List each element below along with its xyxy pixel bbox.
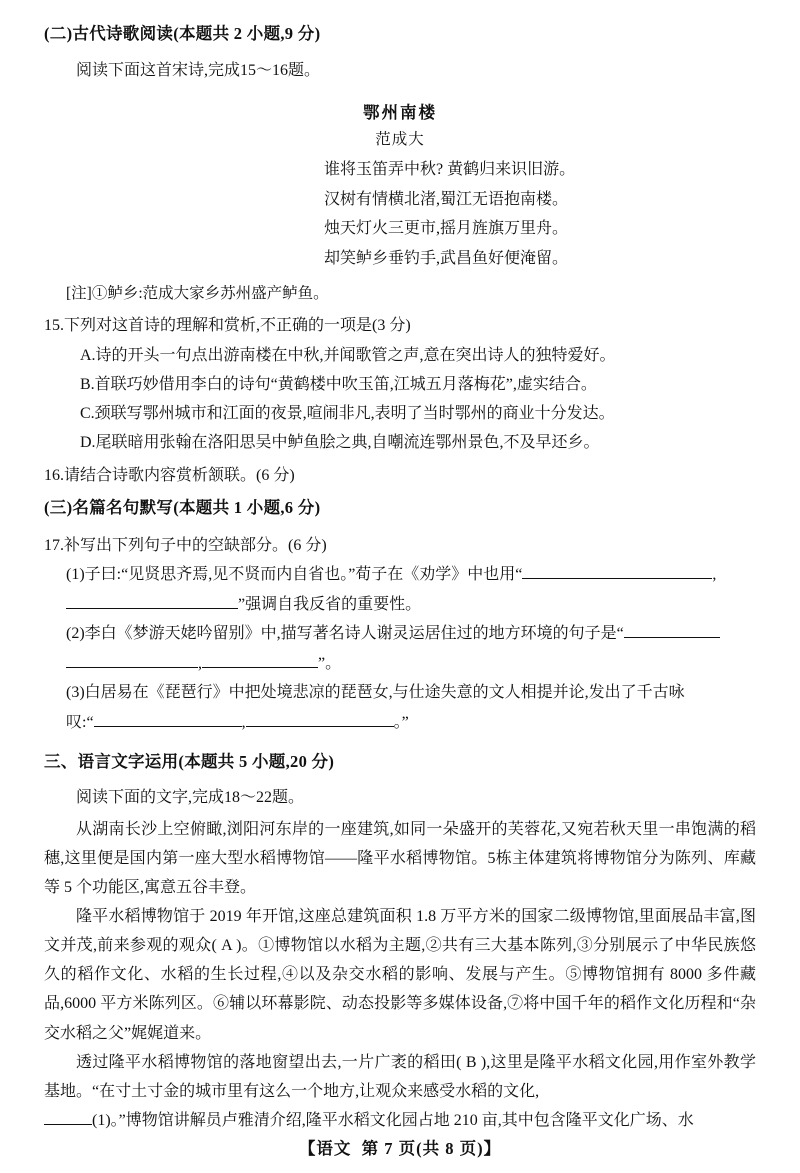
poem-title: 鄂州南楼	[363, 103, 437, 123]
dictation-item-2-prefix: (2)李白《梦游天姥吟留别》中,描写著名诗人谢灵运居住过的地方环境的句子是“	[66, 625, 624, 643]
answer-blank[interactable]	[66, 651, 198, 668]
language-paragraph-3: 透过隆平水稻博物馆的落地窗望出去,一片广袤的稻田( B ),这里是隆平水稻文化园,用作室外教学基地。“在寸土寸金的城市里有这么一个地方,让观众来感受水稻的文化,	[44, 1053, 756, 1100]
language-paragraph-4	[44, 1106, 756, 1135]
question-15-stem: 15.下列对这首诗的理解和赏析,不正确的一项是(3 分)	[44, 317, 411, 335]
section-heading-poetry: (二)古代诗歌阅读(本题共 2 小题,9 分)	[44, 24, 321, 43]
poem-author: 范成大	[375, 131, 425, 149]
section-heading-language: 三、语言文字运用(本题共 5 小题,20 分)	[44, 751, 335, 771]
question-16-stem: 16.请结合诗歌内容赏析颔联。(6 分)	[44, 467, 295, 485]
footer-subject: 【语文	[298, 1139, 352, 1158]
answer-blank[interactable]	[44, 1108, 92, 1125]
page-footer	[0, 1135, 800, 1159]
section-heading-dictation: (三)名篇名句默写(本题共 1 小题,6 分)	[44, 498, 321, 518]
dictation-item-1-suffix: ”强调自我反省的重要性。	[238, 595, 422, 613]
poetry-instruction: 阅读下面这首宋诗,完成15～16题。	[76, 61, 321, 79]
answer-blank[interactable]	[624, 621, 720, 638]
question-15-option-d: D.尾联暗用张翰在洛阳思吴中鲈鱼脍之典,自嘲流连鄂州景色,不及早还乡。	[80, 433, 600, 451]
poem-line: 烛天灯火三更市,摇月旌旗万里舟。	[324, 220, 569, 238]
dictation-item-2-suffix: ”。	[318, 654, 342, 672]
answer-blank[interactable]	[66, 592, 238, 609]
question-15-option-c: C.颈联写鄂州城市和江面的夜景,喧闹非凡,表明了当时鄂州的商业十分发达。	[80, 404, 615, 422]
answer-blank[interactable]	[94, 710, 242, 727]
answer-blank[interactable]	[522, 562, 712, 579]
language-paragraph-1: 从湖南长沙上空俯瞰,浏阳河东岸的一座建筑,如同一朵盛开的芙蓉花,又宛若秋天里一串饱满的稻穗,这里便是国内第一座大型水稻博物馆——隆平水稻博物馆。5栋主体建筑将博物馆分为陈列、库藏等 5 个功能区,寓意五谷丰登。	[44, 820, 756, 896]
dictation-item-1	[44, 560, 756, 619]
poem-line-text-4: 却笑鲈乡垂钓手,武昌鱼好便淹留。	[324, 250, 569, 267]
language-instruction: 阅读下面的文字,完成18～22题。	[76, 789, 305, 807]
poem-line: 汉树有情横北渚,蜀江无语抱南楼。	[324, 190, 569, 208]
dictation-item-1-middle: ,	[712, 566, 717, 583]
poem-note: [注]①鲈乡:范成大家乡苏州盛产鲈鱼。	[66, 284, 329, 302]
question-15-option-b: B.首联巧妙借用李白的诗句“黄鹤楼中吹玉笛,江城五月落梅花”,虚实结合。	[80, 375, 597, 393]
dictation-item-2-middle: ,	[198, 654, 202, 672]
answer-blank[interactable]	[246, 710, 394, 727]
language-paragraph-4-text: 。”博物馆讲解员卢雅清介绍,隆平水稻文化园占地 210 亩,其中包含隆平文化广场、水	[110, 1111, 694, 1129]
question-17-stem: 17.补写出下列句子中的空缺部分。(6 分)	[44, 536, 327, 554]
language-paragraph-4-marker: (1)	[92, 1111, 111, 1129]
poem-line-with-note-marker	[44, 244, 756, 274]
poem-line: 谁将玉笛弄中秋? 黄鹤归来识旧游。	[324, 161, 576, 179]
dictation-item-3-middle: 叹:“	[66, 713, 94, 731]
language-paragraph-2: 隆平水稻博物馆于 2019 年开馆,这座总建筑面积 1.8 万平方米的国家二级博物馆,里面展品丰富,图文并茂,前来参观的观众( A )。①博物馆以水稻为主题,②共有三大基本陈列,③分别展示了中华民族悠久的稻作文化、水稻的生长过程,④以及杂交水稻的影响、发展与产生。⑤博物馆拥有 8000 多件藏品,6000 平方米陈列区。⑥辅以环幕影院、动态投影等多媒体设备,⑦将中国千年的稻作文化历程和“杂交水稻之父”娓娓道来。	[44, 908, 756, 1042]
footer-page-number: 第 7 页(共 8 页)】	[361, 1139, 502, 1158]
dictation-item-3	[44, 678, 756, 737]
answer-blank[interactable]	[202, 651, 318, 668]
question-15-option-a: A.诗的开头一句点出游南楼在中秋,并闻歌管之声,意在突出诗人的独特爱好。	[80, 346, 616, 364]
dictation-item-3-prefix: (3)白居易在《琵琶行》中把处境悲凉的琵琶女,与仕途失意的文人相提并论,发出了千古咏	[66, 684, 685, 702]
dictation-item-3-comma: ,	[241, 713, 246, 731]
dictation-item-3-suffix: 。”	[393, 713, 409, 731]
dictation-item-1-prefix: (1)子曰:“见贤思齐焉,见不贤而内自省也。”荀子在《劝学》中也用“	[66, 566, 523, 583]
dictation-item-2	[44, 619, 756, 678]
